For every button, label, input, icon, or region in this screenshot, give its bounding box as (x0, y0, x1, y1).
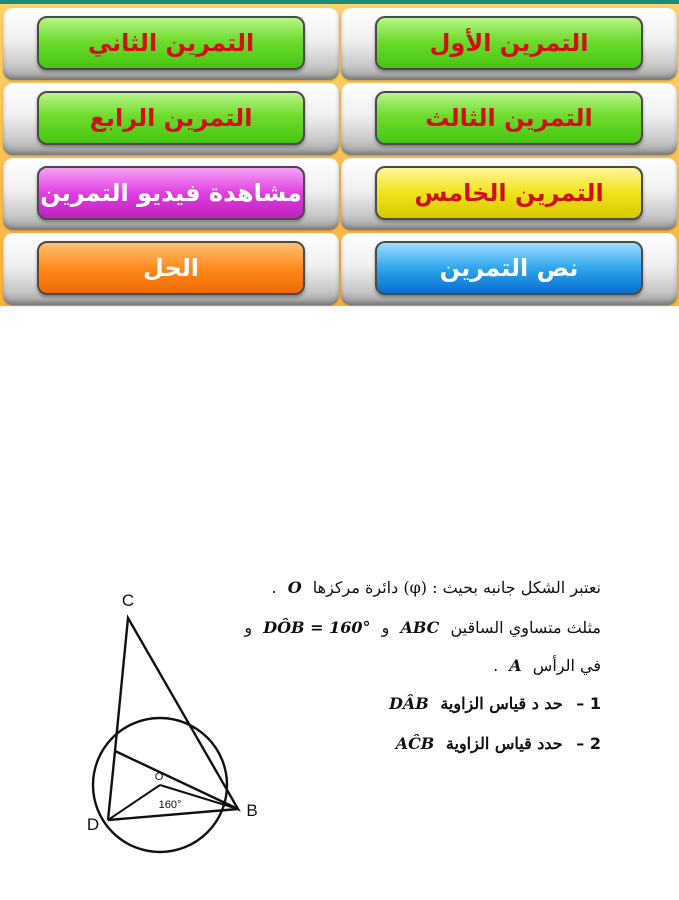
triangle-abc (115, 618, 238, 809)
angle-acb-symbol: AĈB (395, 734, 435, 753)
label-o: O (154, 771, 164, 783)
tile-video (3, 158, 339, 230)
watch-video-button[interactable]: مشاهدة فيديو التمرين (37, 166, 305, 220)
solution-button[interactable]: الحل (37, 241, 305, 295)
label-b: B (246, 801, 258, 820)
tile-solution (3, 233, 339, 305)
statement-line-1-text: نعتبر الشكل جانبه بحيث : (φ) دائرة مركزها (312, 578, 601, 597)
exercise-statement (0, 560, 679, 900)
label-d: D (86, 815, 100, 834)
statement-line-2-start: و (244, 618, 253, 637)
tile-statement (341, 233, 677, 305)
tile-exercise-5 (341, 158, 677, 230)
tile-exercise-2 (3, 8, 339, 80)
exercise-3-button[interactable]: التمرين الثالث (375, 91, 643, 145)
exercise-menu (0, 4, 679, 306)
exercise-5-button[interactable]: التمرين الخامس (375, 166, 643, 220)
segment-ad (108, 751, 115, 820)
vertex-a-symbol: A (509, 656, 522, 675)
question-2-text: حدد قياس الزاوية (445, 734, 563, 753)
question-1-number: 1 – (576, 694, 601, 713)
question-1-text: حد د قياس الزاوية (440, 694, 563, 713)
geometry-figure (70, 580, 280, 860)
angle-label-160: 160° (158, 799, 182, 811)
statement-line-3-text: في الرأس (532, 656, 601, 675)
tile-exercise-1 (341, 8, 677, 80)
tile-exercise-3 (341, 83, 677, 155)
label-c: C (121, 591, 135, 610)
exercise-2-button[interactable]: التمرين الثاني (37, 16, 305, 70)
statement-line-2-mid: و (381, 618, 390, 637)
exercise-statement-button[interactable]: نص التمرين (375, 241, 643, 295)
tile-exercise-4 (3, 83, 339, 155)
triangle-abc-symbol: ABC (400, 618, 440, 637)
statement-line-2-end: مثلث متساوي الساقين (450, 618, 601, 637)
angle-dob-expression: DÔB = 160° (263, 618, 371, 637)
statement-line-3-end: . (493, 656, 499, 675)
exercise-4-button[interactable]: التمرين الرابع (37, 91, 305, 145)
angle-dab-symbol: DÂB (388, 694, 429, 713)
statement-line-1-end: . (271, 578, 277, 597)
segment-do (108, 785, 160, 820)
center-o-symbol: O (287, 578, 302, 597)
exercise-1-button[interactable]: التمرين الأول (375, 16, 643, 70)
question-2-number: 2 – (576, 734, 601, 753)
